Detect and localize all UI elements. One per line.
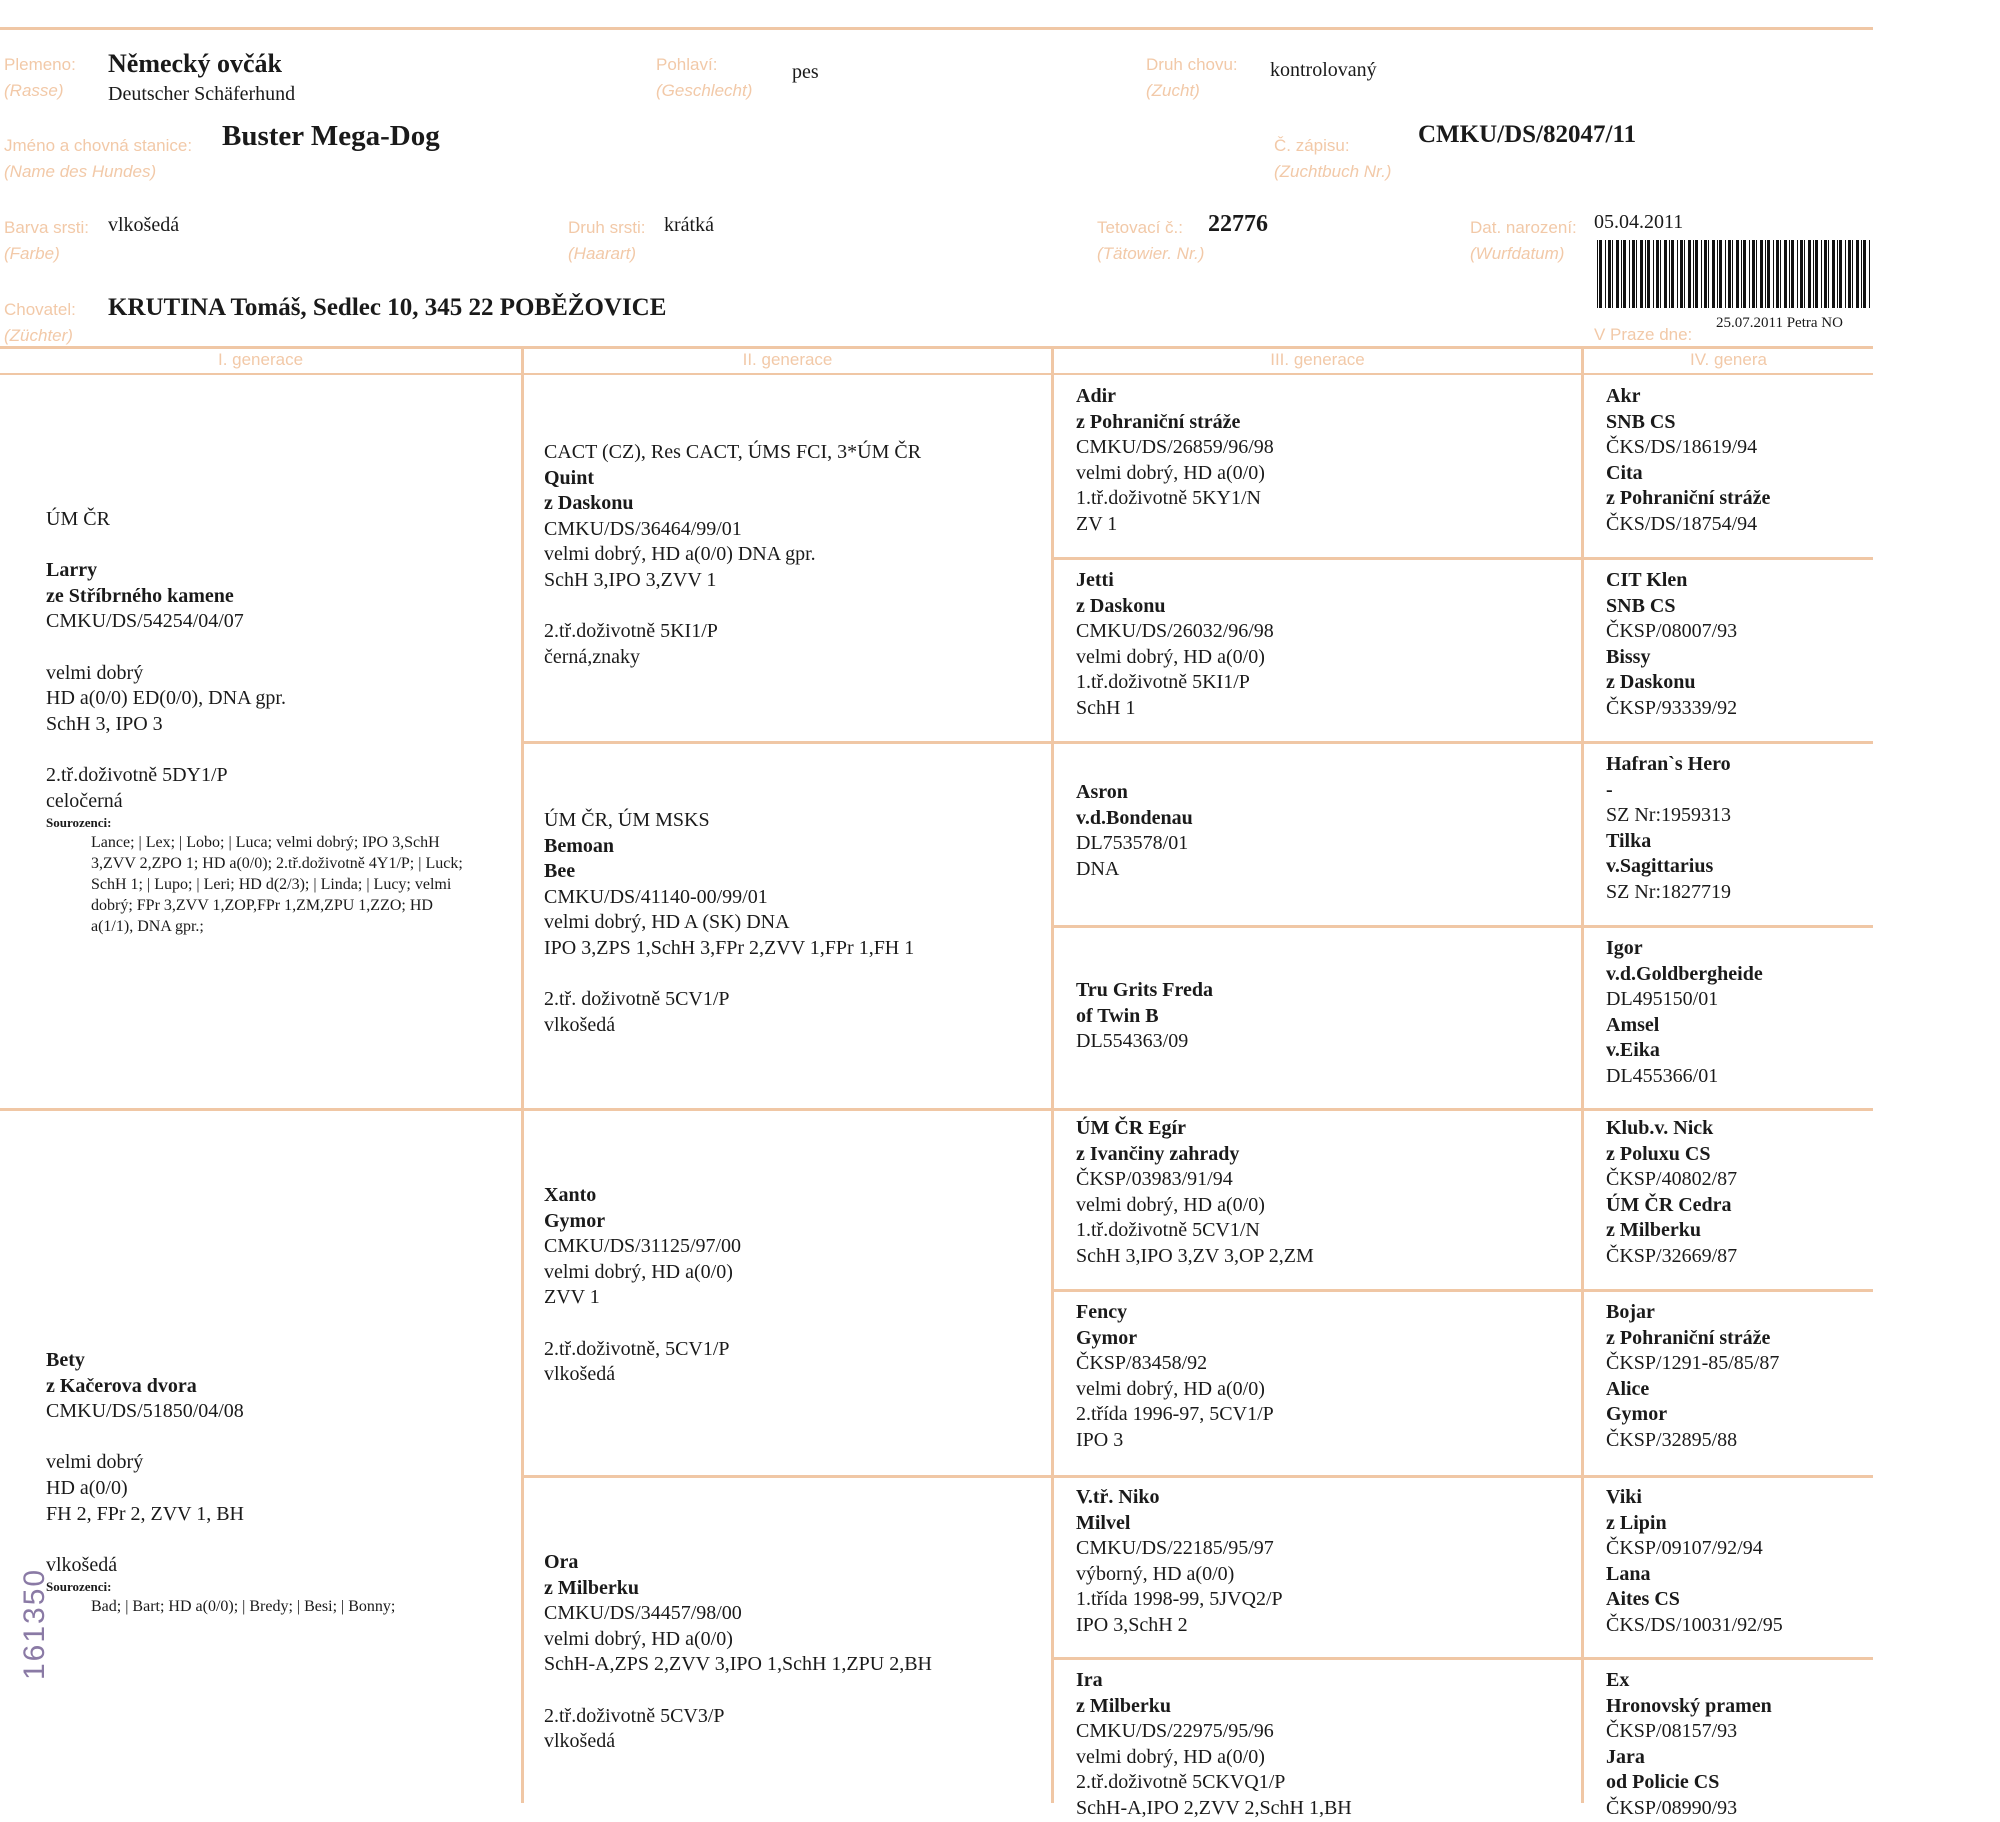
gen4-cell-2 (1606, 568, 1737, 722)
gen2-2-class: 2.tř. doživotně 5CV1/P (544, 988, 730, 1011)
reg-label: Č. zápisu: (Zuchtbuch Nr.) (1274, 136, 1392, 182)
gen2-3-color: vlkošedá (544, 1363, 616, 1386)
gen4-4-dam: Amsel (1606, 1013, 1660, 1036)
gen3-cell-3 (1076, 780, 1193, 882)
gen4-5-dam: ÚM ČR Cedra (1606, 1193, 1732, 1216)
gen2-2-name: Bemoan (544, 834, 614, 857)
coat-label: Druh srsti: (Haarart) (568, 218, 646, 264)
gen3-7-name: V.tř. Niko (1076, 1486, 1160, 1508)
gen3-6-line4: IPO 3 (1076, 1428, 1124, 1451)
breeding-value: kontrolovaný (1270, 59, 1377, 81)
gen4-7-sire-kennel: z Lipin (1606, 1511, 1667, 1534)
gen1-sire-color: celočerná (46, 789, 123, 812)
gen2-1-class: 2.tř.doživotně 5KI1/P (544, 620, 718, 643)
barcode-bar (1701, 240, 1702, 308)
gen4-1-dam-kennel: z Pohraniční stráže (1606, 487, 1771, 510)
gen4-7-dam-reg: ČKS/DS/10031/92/95 (1606, 1613, 1783, 1636)
gen3-7-line4: IPO 3,SchH 2 (1076, 1613, 1188, 1636)
gen2-2-kennel: Bee (544, 860, 576, 883)
gen2-3-reg: CMKU/DS/31125/97/00 (544, 1235, 742, 1258)
barcode-bar (1645, 240, 1646, 308)
gen2-2-line1: velmi dobrý, HD A (SK) DNA (544, 911, 790, 934)
gen4-cell-3 (1606, 752, 1731, 906)
breeder-label: Chovatel: (Züchter) (4, 300, 76, 346)
gen1-dam-exams: FH 2, FPr 2, ZVV 1, BH (46, 1502, 244, 1525)
gen3-3-line1: DL753578/01 (1076, 832, 1189, 855)
reg-value: CMKU/DS/82047/11 (1418, 121, 1637, 148)
gen4-1-sire-reg: ČKS/DS/18619/94 (1606, 436, 1758, 459)
gen4-7-sire-reg: ČKSP/09107/92/94 (1606, 1537, 1763, 1560)
gen3-cell-4 (1076, 978, 1213, 1055)
barcode-bar (1749, 240, 1750, 308)
tattoo-label: Tetovací č.: (Tätowier. Nr.) (1097, 218, 1205, 264)
barcode-bar (1656, 240, 1659, 308)
gen2-4-name: Ora (544, 1551, 579, 1573)
barcode-bar (1647, 240, 1650, 308)
color-label: Barva srsti: (Farbe) (4, 218, 90, 264)
gen2-2-reg: CMKU/DS/41140-00/99/01 (544, 885, 768, 908)
gen3-5-line3: 1.tř.doživotně 5CV1/N (1076, 1219, 1260, 1242)
barcode-bar (1743, 240, 1746, 308)
gen2-2-title: ÚM ČR, ÚM MSKS (544, 809, 710, 831)
gen1-sire-siblings-label: Sourozenci: (46, 815, 112, 831)
barcode-bar (1800, 240, 1803, 308)
barcode-bar (1760, 240, 1763, 308)
gen3-1-line2: velmi dobrý, HD a(0/0) (1076, 461, 1265, 484)
gen2-3-kennel: Gymor (544, 1209, 606, 1232)
gen3-8-line3: 2.tř.doživotně 5CKVQ1/P (1076, 1771, 1286, 1794)
gen3-2-line3: 1.tř.doživotně 5KI1/P (1076, 671, 1250, 694)
gen2-3-line2: ZVV 1 (544, 1286, 600, 1309)
barcode-bar (1789, 240, 1790, 308)
column-divider-3 (1581, 349, 1584, 1803)
gen3-5-line1: ČKSP/03983/91/94 (1076, 1168, 1233, 1191)
gen4-divider-2 (1582, 741, 1873, 744)
barcode-bar (1791, 240, 1794, 308)
gen2-divider-1 (522, 741, 1052, 744)
barcode-bar (1821, 240, 1822, 308)
gen2-divider-3 (522, 1475, 1052, 1478)
gen4-6-sire-reg: ČKSP/1291-85/85/87 (1606, 1352, 1780, 1375)
generation-2-header: II. generace (742, 350, 833, 369)
gen4-2-sire-kennel: SNB CS (1606, 594, 1676, 617)
barcode-bar (1741, 240, 1742, 308)
gen4-3-sire-kennel: - (1606, 778, 1613, 801)
barcode-bar (1616, 240, 1619, 308)
gen3-divider-7 (1052, 1657, 1582, 1660)
gen1-dam-reg: CMKU/DS/51850/04/08 (46, 1400, 244, 1423)
coat-value: krátká (664, 214, 714, 236)
issued-label: V Praze dne: (1594, 325, 1693, 344)
gen3-divider-6 (1052, 1475, 1582, 1478)
gen3-2-name: Jetti (1076, 569, 1114, 591)
gen4-cell-1 (1606, 384, 1770, 538)
gen4-8-sire-reg: ČKSP/08157/93 (1606, 1720, 1738, 1743)
gen3-8-line2: velmi dobrý, HD a(0/0) (1076, 1745, 1265, 1768)
barcode-bar (1828, 240, 1829, 308)
gen1-sire-class: 2.tř.doživotně 5DY1/P (46, 763, 228, 786)
gen4-2-sire-reg: ČKSP/08007/93 (1606, 620, 1738, 643)
gen2-3-name: Xanto (544, 1184, 597, 1206)
gen3-3-line2: DNA (1076, 857, 1120, 880)
gen3-2-line2: velmi dobrý, HD a(0/0) (1076, 645, 1265, 668)
barcode-bar (1712, 240, 1715, 308)
barcode-bar (1725, 240, 1726, 308)
gen2-4-reg: CMKU/DS/34457/98/00 (544, 1602, 742, 1625)
barcode-bar (1640, 240, 1643, 308)
gen1-sire-kennel: ze Stříbrného kamene (46, 584, 234, 607)
gen4-8-dam-reg: ČKSP/08990/93 (1606, 1796, 1738, 1819)
gen3-4-name: Tru Grits Freda (1076, 979, 1214, 1001)
gen3-6-line2: velmi dobrý, HD a(0/0) (1076, 1377, 1265, 1400)
gen1-sire-health: HD a(0/0) ED(0/0), DNA gpr. (46, 687, 286, 710)
gen3-4-line1: DL554363/09 (1076, 1030, 1189, 1053)
gen2-cell-3 (544, 1183, 741, 1388)
barcode-bar (1629, 240, 1630, 308)
gen2-1-name: Quint (544, 466, 595, 489)
gen3-7-line1: CMKU/DS/22185/95/97 (1076, 1537, 1274, 1560)
gen4-3-dam-kennel: v.Sagittarius (1606, 855, 1714, 878)
gen1-dam-name: Bety (46, 1349, 85, 1371)
gen2-1-title: CACT (CZ), Res CACT, ÚMS FCI, 3*ÚM ČR (544, 441, 922, 463)
gen2-4-line2: SchH-A,ZPS 2,ZVV 3,IPO 1,SchH 1,ZPU 2,BH (544, 1653, 932, 1676)
gen3-1-name: Adir (1076, 385, 1116, 407)
gen4-4-sire-reg: DL495150/01 (1606, 988, 1719, 1011)
gen4-8-dam-kennel: od Policie CS (1606, 1771, 1720, 1794)
gen3-cell-6 (1076, 1300, 1274, 1454)
gen4-5-dam-kennel: z Milberku (1606, 1219, 1701, 1242)
barcode-bar (1848, 240, 1851, 308)
gen3-cell-8 (1076, 1668, 1352, 1822)
gen4-4-sire: Igor (1606, 937, 1643, 959)
color-value: vlkošedá (108, 214, 180, 236)
barcode-bar (1597, 240, 1598, 308)
barcode-bar (1632, 240, 1635, 308)
gen4-divider-1 (1582, 557, 1873, 560)
barcode-bar (1653, 240, 1654, 308)
gen4-5-sire-kennel: z Poluxu CS (1606, 1142, 1711, 1165)
gen3-5-line2: velmi dobrý, HD a(0/0) (1076, 1193, 1265, 1216)
barcode-bar (1736, 240, 1739, 308)
gen4-7-dam: Lana (1606, 1562, 1651, 1585)
gen4-8-sire-kennel: Hronovský pramen (1606, 1694, 1772, 1717)
barcode-bar (1612, 240, 1613, 308)
gen1-sire-exams: SchH 3, IPO 3 (46, 712, 163, 735)
dob-value: 05.04.2011 (1594, 211, 1684, 233)
barcode-bar (1861, 240, 1862, 308)
gen1-sire (46, 507, 486, 937)
gen1-dam-health: HD a(0/0) (46, 1476, 128, 1499)
gen2-4-kennel: z Milberku (544, 1576, 639, 1599)
gen2-3-class: 2.tř.doživotně, 5CV1/P (544, 1337, 730, 1360)
barcode-bar (1671, 240, 1674, 308)
gen1-dam-kennel: z Kačerova dvora (46, 1374, 197, 1397)
gen3-8-kennel: z Milberku (1076, 1694, 1171, 1717)
gen2-divider-2 (522, 1108, 1052, 1111)
barcode-bar (1693, 240, 1694, 308)
barcode-bar (1815, 240, 1818, 308)
barcode-bar (1773, 240, 1774, 308)
column-divider-1 (521, 349, 524, 1803)
gen3-2-line1: CMKU/DS/26032/96/98 (1076, 620, 1274, 643)
gen4-6-dam: Alice (1606, 1377, 1650, 1400)
gen4-5-dam-reg: ČKSP/32669/87 (1606, 1244, 1738, 1267)
barcode-bar (1776, 240, 1779, 308)
breeding-label: Druh chovu: (Zucht) (1146, 55, 1238, 101)
barcode-bar (1780, 240, 1781, 308)
gen3-cell-2 (1076, 568, 1274, 722)
gen3-8-line1: CMKU/DS/22975/95/96 (1076, 1720, 1274, 1743)
gen4-8-dam: Jara (1606, 1745, 1645, 1768)
gen2-1-line2: SchH 3,IPO 3,ZVV 1 (544, 568, 717, 591)
gen3-6-name: Fency (1076, 1301, 1128, 1323)
barcode-bar (1717, 240, 1718, 308)
barcode-bar (1856, 240, 1859, 308)
gen3-7-kennel: Milvel (1076, 1511, 1131, 1534)
gen1-sire-rating: velmi dobrý (46, 661, 144, 684)
gen4-2-sire: CIT Klen (1606, 569, 1688, 591)
gen4-divider-7 (1582, 1657, 1873, 1660)
gen4-4-sire-kennel: v.d.Goldbergheide (1606, 962, 1763, 985)
gen1-divider (0, 1108, 522, 1111)
gen4-7-dam-kennel: Aites CS (1606, 1588, 1680, 1611)
barcode-bar (1621, 240, 1622, 308)
issue-date: 25.07.2011 Petra NO (1716, 315, 1843, 331)
gen4-3-dam: Tilka (1606, 829, 1652, 852)
gen4-8-sire: Ex (1606, 1669, 1630, 1691)
generation-header-rule (0, 346, 1873, 349)
gen4-divider-4 (1582, 1108, 1873, 1111)
gen4-2-dam-kennel: z Daskonu (1606, 671, 1696, 694)
gen4-6-dam-reg: ČKSP/32895/88 (1606, 1428, 1738, 1451)
gen4-7-sire: Viki (1606, 1486, 1642, 1508)
gen3-5-line4: SchH 3,IPO 3,ZV 3,OP 2,ZM (1076, 1244, 1314, 1267)
barcode-bar (1832, 240, 1835, 308)
barcode-bar (1863, 240, 1866, 308)
gen4-3-sire: Hafran`s Hero (1606, 753, 1731, 775)
gen4-1-sire: Akr (1606, 385, 1641, 407)
gen4-6-sire: Bojar (1606, 1301, 1655, 1323)
tattoo-value: 22776 (1208, 211, 1268, 237)
sex-label: Pohlaví: (Geschlecht) (656, 55, 753, 101)
top-rule (0, 27, 1873, 30)
gen2-4-class: 2.tř.doživotně 5CV3/P (544, 1704, 725, 1727)
gen2-cell-2 (544, 808, 914, 1038)
gen4-3-sire-reg: SZ Nr:1959313 (1606, 804, 1731, 827)
gen2-cell-4 (544, 1550, 932, 1755)
gen3-2-kennel: z Daskonu (1076, 594, 1166, 617)
gen3-8-line4: SchH-A,IPO 2,ZVV 2,SchH 1,BH (1076, 1796, 1352, 1819)
gen2-1-line1: velmi dobrý, HD a(0/0) DNA gpr. (544, 543, 816, 566)
gen4-cell-7 (1606, 1485, 1783, 1639)
gen1-dam-color: vlkošedá (46, 1553, 118, 1576)
gen3-divider-5 (1052, 1289, 1582, 1292)
barcode-bar (1808, 240, 1811, 308)
barcode-bar (1852, 240, 1853, 308)
gen3-7-line3: 1.třída 1998-99, 5JVQ2/P (1076, 1588, 1283, 1611)
gen1-sire-siblings: Lance; | Lex; | Lobo; | Luca; velmi dobrý; IPO 3,SchH 3,ZVV 2,ZPO 1; HD a(0/0); 2.tř.doživotně 4Y1/P; | Luck; SchH 1; | Lupo; | Leri; HD d(2/3); | Linda; | Lucy; velmi dobrý; FPr 3,ZVV 1,ZOP,FPr 1,ZM,ZPU 1,ZZO; HD a(1/1), DNA gpr.; (91, 834, 463, 936)
gen1-dam-rating: velmi dobrý (46, 1451, 144, 1474)
barcode-bar (1684, 240, 1685, 308)
gen2-3-line1: velmi dobrý, HD a(0/0) (544, 1260, 733, 1283)
barcode-bar (1695, 240, 1698, 308)
breed-value: Německý ovčák (108, 49, 283, 78)
gen3-cell-7 (1076, 1485, 1283, 1639)
gen1-sire-title: ÚM ČR (46, 508, 110, 530)
gen4-6-dam-kennel: Gymor (1606, 1403, 1668, 1426)
gen2-1-reg: CMKU/DS/36464/99/01 (544, 517, 742, 540)
gen3-6-line3: 2.třída 1996-97, 5CV1/P (1076, 1403, 1274, 1426)
gen3-1-line1: CMKU/DS/26859/96/98 (1076, 436, 1274, 459)
generation-grid-rule (0, 373, 1873, 375)
gen4-3-dam-reg: SZ Nr:1827719 (1606, 880, 1731, 903)
gen3-1-line4: ZV 1 (1076, 512, 1118, 535)
gen3-divider-3 (1052, 925, 1582, 928)
gen3-6-kennel: Gymor (1076, 1326, 1138, 1349)
gen3-6-line1: ČKSP/83458/92 (1076, 1352, 1208, 1375)
gen2-2-line2: IPO 3,ZPS 1,SchH 3,FPr 2,ZVV 1,FPr 1,FH 1 (544, 936, 915, 959)
gen3-divider-1 (1052, 557, 1582, 560)
gen3-1-line3: 1.tř.doživotně 5KY1/N (1076, 487, 1261, 510)
generation-1-header: I. generace (217, 350, 304, 369)
generation-4-header: IV. genera (1690, 350, 1767, 369)
barcode-bar (1767, 240, 1770, 308)
gen2-cell-1 (544, 440, 921, 670)
gen4-divider-5 (1582, 1289, 1873, 1292)
barcode-bar (1719, 240, 1722, 308)
barcode-bar (1605, 240, 1606, 308)
gen3-4-kennel: of Twin B (1076, 1004, 1159, 1027)
barcode-bar (1837, 240, 1838, 308)
gen1-sire-reg: CMKU/DS/54254/04/07 (46, 610, 244, 633)
sex-value: pes (792, 61, 819, 83)
barcode-bar (1599, 240, 1602, 308)
barcode-bar (1752, 240, 1755, 308)
barcode-bar (1797, 240, 1798, 308)
name-label: Jméno a chovná stanice: (Name des Hundes) (4, 136, 193, 182)
gen1-sire-name: Larry (46, 559, 98, 582)
gen4-1-sire-kennel: SNB CS (1606, 410, 1676, 433)
column-divider-2 (1051, 349, 1054, 1803)
gen3-5-name: ÚM ČR Egír (1076, 1117, 1186, 1139)
gen4-4-dam-kennel: v.Eika (1606, 1039, 1660, 1062)
gen1-dam-siblings-label: Sourozenci: (46, 1579, 112, 1595)
gen3-cell-5 (1076, 1116, 1314, 1270)
gen1-dam (46, 1348, 486, 1617)
gen4-1-dam-reg: ČKS/DS/18754/94 (1606, 512, 1758, 535)
gen4-5-sire-reg: ČKSP/40802/87 (1606, 1168, 1738, 1191)
barcode-bar (1708, 240, 1709, 308)
gen3-3-kennel: v.d.Bondenau (1076, 806, 1193, 829)
gen4-divider-6 (1582, 1475, 1873, 1478)
barcode-bar (1824, 240, 1827, 308)
barcode-bar (1636, 240, 1637, 308)
barcode-bar (1660, 240, 1661, 308)
gen1-dam-siblings: Bad; | Bart; HD a(0/0); | Bredy; | Besi; | Bonny; (91, 1598, 396, 1616)
gen4-1-dam: Cita (1606, 461, 1643, 484)
generation-3-header: III. generace (1270, 350, 1365, 369)
barcode-bar (1732, 240, 1733, 308)
barcode-bar (1845, 240, 1846, 308)
gen4-divider-3 (1582, 925, 1873, 928)
gen3-5-kennel: z Ivančiny zahrady (1076, 1142, 1240, 1165)
gen4-2-dam-reg: ČKSP/93339/92 (1606, 696, 1738, 719)
barcode-bar (1839, 240, 1842, 308)
gen4-2-dam: Bissy (1606, 645, 1651, 668)
barcode-bar (1669, 240, 1670, 308)
barcode-bar (1680, 240, 1683, 308)
barcode-bar (1756, 240, 1757, 308)
gen3-3-name: Asron (1076, 781, 1128, 803)
gen2-2-color: vlkošedá (544, 1013, 616, 1036)
gen3-divider-2 (1052, 741, 1582, 744)
breed-value-de: Deutscher Schäferhund (108, 83, 296, 105)
gen3-7-line2: výborný, HD a(0/0) (1076, 1562, 1235, 1585)
gen4-5-sire: Klub.v. Nick (1606, 1117, 1714, 1139)
barcode-bar (1765, 240, 1766, 308)
gen4-4-dam-reg: DL455366/01 (1606, 1064, 1719, 1087)
breed-label: Plemeno: (Rasse) (4, 55, 76, 101)
barcode-bar (1664, 240, 1667, 308)
barcode-bar (1623, 240, 1626, 308)
barcode-bar (1804, 240, 1805, 308)
gen4-cell-8 (1606, 1668, 1772, 1822)
gen3-cell-1 (1076, 384, 1274, 538)
dob-label: Dat. narození: (Wurfdatum) (1470, 218, 1577, 264)
gen3-2-line4: SchH 1 (1076, 696, 1136, 719)
gen4-cell-5 (1606, 1116, 1737, 1270)
barcode (1597, 240, 1874, 308)
gen2-4-line1: velmi dobrý, HD a(0/0) (544, 1627, 733, 1650)
breeder-value: KRUTINA Tomáš, Sedlec 10, 345 22 POBĚŽOVICE (108, 294, 667, 321)
barcode-bar (1688, 240, 1691, 308)
barcode-bar (1704, 240, 1707, 308)
gen4-6-sire-kennel: z Pohraniční stráže (1606, 1326, 1771, 1349)
gen2-1-kennel: z Daskonu (544, 492, 634, 515)
gen3-1-kennel: z Pohraniční stráže (1076, 410, 1241, 433)
barcode-bar (1784, 240, 1787, 308)
barcode-bar (1608, 240, 1611, 308)
barcode-bar (1728, 240, 1731, 308)
dog-name: Buster Mega-Dog (222, 120, 440, 152)
barcode-bar (1869, 240, 1870, 308)
gen4-cell-6 (1606, 1300, 1779, 1454)
gen3-8-name: Ira (1076, 1669, 1103, 1691)
gen2-4-color: vlkošedá (544, 1730, 616, 1753)
barcode-bar (1813, 240, 1814, 308)
barcode-bar (1677, 240, 1678, 308)
document-number: 161350 (18, 1567, 51, 1680)
gen4-cell-4 (1606, 936, 1763, 1090)
gen2-1-color: černá,znaky (544, 645, 641, 668)
gen3-divider-4 (1052, 1108, 1582, 1111)
